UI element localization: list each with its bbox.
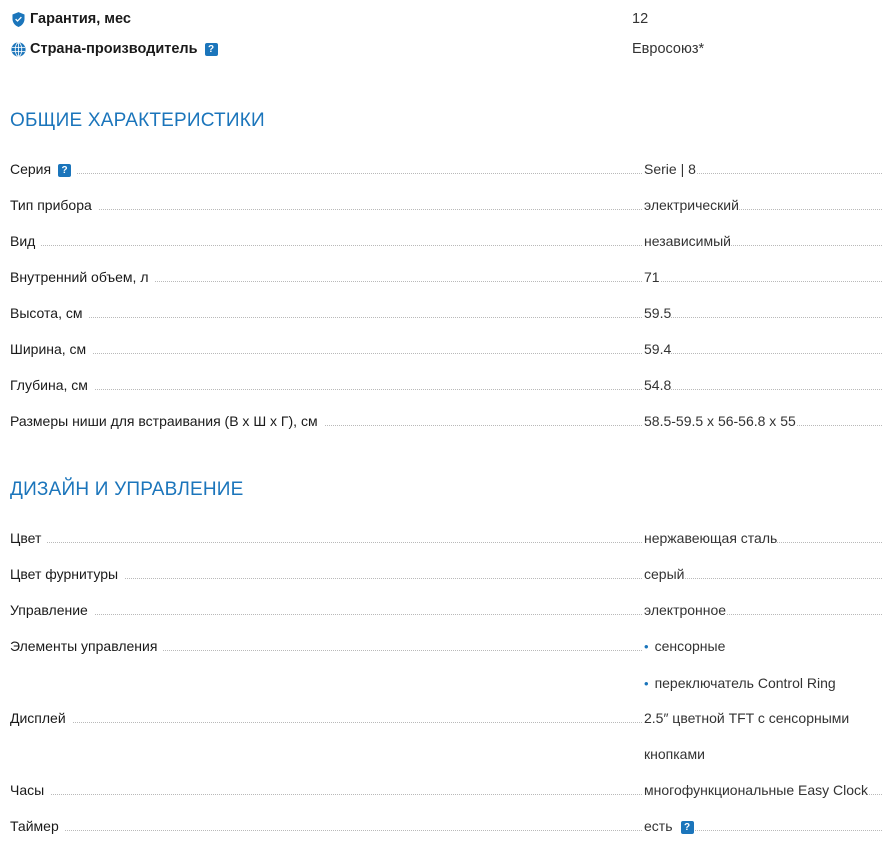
spec-row-warranty	[0, 4, 892, 34]
spec-value: 58.5-59.5 x 56-56.8 x 55	[644, 413, 796, 429]
spec-value: многофункциональные Easy Clock	[644, 782, 869, 798]
spec-label	[30, 11, 131, 27]
spec-row-display	[10, 709, 882, 781]
dotted-leader	[10, 353, 882, 354]
section-title-design: ДИЗАЙН И УПРАВЛЕНИЕ	[10, 479, 244, 500]
spec-value: независимый	[644, 233, 732, 249]
spec-label-text: Страна-производитель	[30, 41, 198, 57]
spec-label: Глубина, см	[10, 376, 94, 394]
spec-row-height	[10, 304, 882, 340]
spec-label: Дисплей	[10, 709, 72, 727]
spec-label: Высота, см	[10, 304, 88, 322]
spec-label-text: Серия	[10, 161, 52, 177]
spec-value-line: • сенсорные	[644, 638, 726, 654]
spec-value: 71	[644, 269, 660, 285]
spec-row-kind	[10, 232, 882, 268]
spec-value	[642, 817, 694, 835]
spec-value: 59.4	[644, 341, 672, 357]
spec-label: Элементы управления	[10, 637, 163, 655]
spec-label: Тип прибора	[10, 196, 98, 214]
dotted-leader	[10, 614, 882, 615]
section-title-general: ОБЩИЕ ХАРАКТЕРИСТИКИ	[10, 110, 265, 131]
spec-row-timer	[10, 817, 882, 853]
spec-row-control-elements	[10, 637, 882, 709]
spec-value: 59.5	[644, 305, 672, 321]
spec-label: Внутренний объем, л	[10, 268, 155, 286]
shield-icon	[0, 11, 30, 28]
help-icon[interactable]: ?	[205, 43, 218, 56]
spec-row-width	[10, 340, 882, 376]
dotted-leader	[10, 245, 882, 246]
spec-value: Евросоюз*	[632, 41, 705, 57]
spec-value: Serie | 8	[644, 161, 696, 177]
spec-label	[30, 41, 218, 57]
spec-value: 12	[632, 11, 649, 27]
spec-row-depth	[10, 376, 882, 412]
spec-row-appliance-type	[10, 196, 882, 232]
spec-value-line: кнопками	[644, 746, 705, 762]
spec-row-control	[10, 601, 882, 637]
spec-row-country	[0, 34, 892, 64]
spec-label	[10, 160, 77, 178]
dotted-leader	[10, 578, 882, 579]
spec-value-line: • переключатель Control Ring	[644, 675, 836, 691]
spec-value: серый	[644, 566, 685, 582]
spec-value: 54.8	[644, 377, 672, 393]
spec-label: Вид	[10, 232, 41, 250]
spec-row-clock	[10, 781, 882, 817]
section-general-rows	[10, 160, 882, 448]
spec-value: нержавеющая сталь	[644, 530, 778, 546]
spec-value: электрический	[644, 197, 739, 213]
spec-label: Ширина, см	[10, 340, 92, 358]
help-icon[interactable]: ?	[681, 821, 694, 834]
spec-label: Часы	[10, 781, 50, 799]
dotted-leader	[10, 317, 882, 318]
dotted-leader	[10, 209, 882, 210]
help-icon[interactable]: ?	[58, 164, 71, 177]
dotted-leader	[10, 830, 882, 831]
spec-value-text: есть	[644, 818, 673, 834]
spec-row-internal-volume	[10, 268, 882, 304]
spec-label-text: Гарантия, мес	[30, 11, 131, 27]
spec-row-series	[10, 160, 882, 196]
spec-value-line: 2.5″ цветной TFT с сенсорными	[644, 710, 850, 726]
spec-value	[642, 709, 892, 763]
section-design-rows	[10, 529, 882, 853]
spec-label: Цвет фурнитуры	[10, 565, 124, 583]
spec-row-niche-dimensions	[10, 412, 882, 448]
spec-label: Управление	[10, 601, 94, 619]
dotted-leader	[10, 173, 882, 174]
highlighted-specs	[0, 0, 892, 64]
spec-value: электронное	[644, 602, 727, 618]
spec-row-hardware-color	[10, 565, 882, 601]
globe-icon	[0, 41, 30, 58]
spec-label: Размеры ниши для встраивания (В х Ш х Г), см	[10, 412, 324, 430]
spec-label: Таймер	[10, 817, 65, 835]
dotted-leader	[10, 389, 882, 390]
spec-label: Цвет	[10, 529, 47, 547]
spec-row-color	[10, 529, 882, 565]
spec-value	[642, 637, 892, 693]
